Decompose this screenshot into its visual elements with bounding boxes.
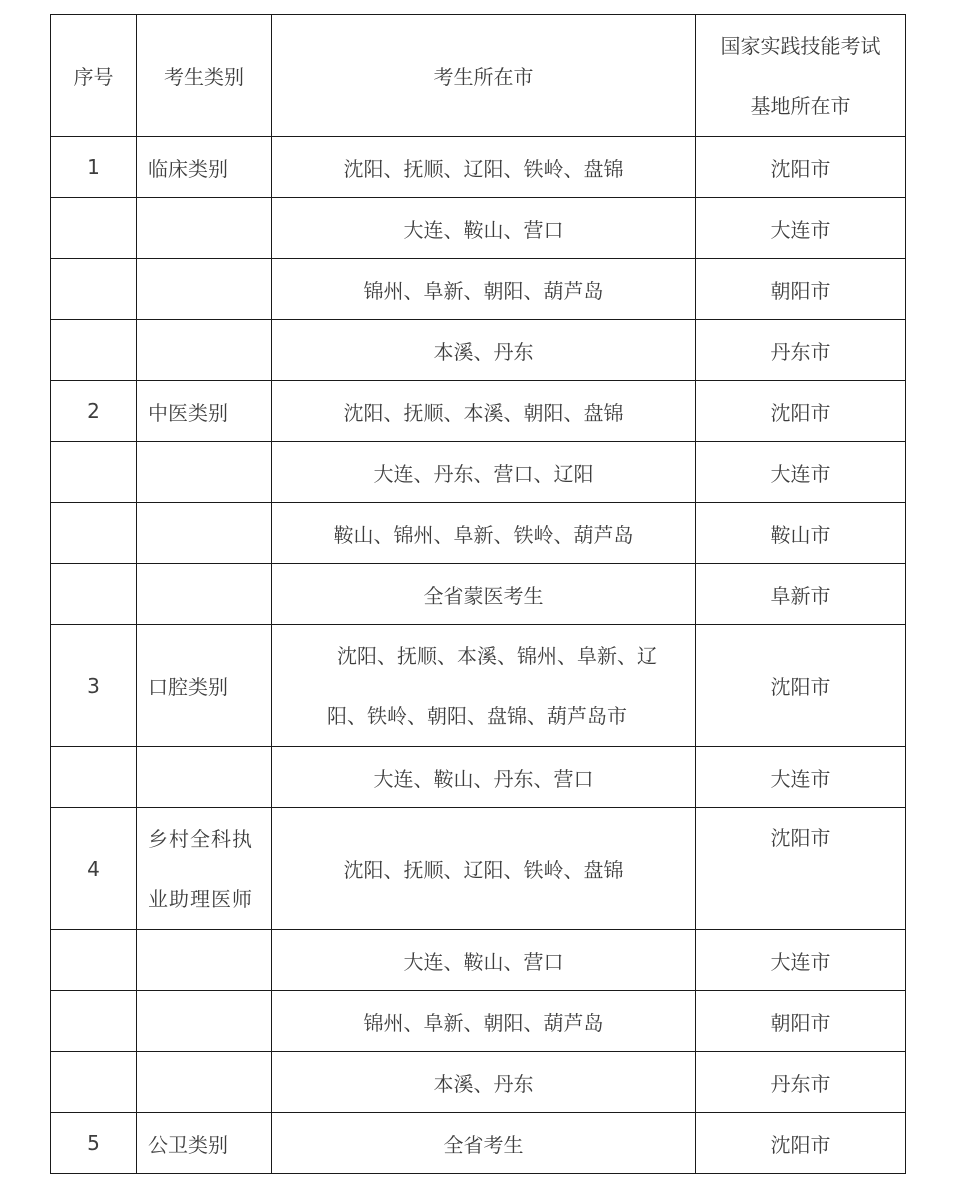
header-base-line2: 基地所在市: [750, 93, 851, 118]
row-category: 公卫类别: [137, 1113, 272, 1174]
row-cities: 沈阳、抚顺、辽阳、铁岭、盘锦: [272, 808, 696, 930]
row-cities: 全省考生: [272, 1113, 696, 1174]
row-base: 丹东市: [696, 1052, 906, 1113]
table-row: [51, 747, 906, 808]
header-base: [696, 15, 906, 137]
row-category: [137, 1052, 272, 1113]
row-cities: 沈阳、抚顺、本溪、朝阳、盘锦: [272, 381, 696, 442]
row-base: 沈阳市: [696, 808, 906, 930]
row-no: [51, 930, 137, 991]
row-no: [51, 1052, 137, 1113]
row-base: 沈阳市: [696, 625, 906, 747]
row-category: 临床类别: [137, 137, 272, 198]
row-no: [51, 442, 137, 503]
table-header-row: [51, 15, 906, 137]
row-cities: 全省蒙医考生: [272, 564, 696, 625]
row-no: [51, 503, 137, 564]
row-cities: 大连、鞍山、营口: [272, 198, 696, 259]
row-category: [137, 198, 272, 259]
row-category: 中医类别: [137, 381, 272, 442]
row-base: 沈阳市: [696, 381, 906, 442]
row-no: [51, 991, 137, 1052]
table-row: [51, 442, 906, 503]
table-row: [51, 137, 906, 198]
row-no: 1: [51, 137, 137, 198]
row-cities: 沈阳、抚顺、辽阳、铁岭、盘锦: [272, 137, 696, 198]
table-row: [51, 625, 906, 747]
table-row: [51, 320, 906, 381]
row-cities: 锦州、阜新、朝阳、葫芦岛: [272, 259, 696, 320]
row-base: 朝阳市: [696, 991, 906, 1052]
row-no: [51, 259, 137, 320]
row-base: 鞍山市: [696, 503, 906, 564]
row-cities: 锦州、阜新、朝阳、葫芦岛: [272, 991, 696, 1052]
table-row: [51, 1113, 906, 1174]
table-row: [51, 259, 906, 320]
header-city: 考生所在市: [272, 15, 696, 137]
row-base: 大连市: [696, 198, 906, 259]
row-cities: 沈阳、抚顺、本溪、锦州、阜新、辽阳、铁岭、朝阳、盘锦、葫芦岛市: [272, 625, 696, 747]
row-category: [137, 442, 272, 503]
row-category: [137, 991, 272, 1052]
table-row: [51, 381, 906, 442]
row-no: [51, 564, 137, 625]
row-no: [51, 198, 137, 259]
table-row: [51, 564, 906, 625]
row-no: 2: [51, 381, 137, 442]
exam-base-table: [50, 14, 906, 1174]
row-category: [137, 320, 272, 381]
table-row: [51, 991, 906, 1052]
table-row: [51, 198, 906, 259]
row-base: 大连市: [696, 930, 906, 991]
row-category: [137, 930, 272, 991]
row-cities: 鞍山、锦州、阜新、铁岭、葫芦岛: [272, 503, 696, 564]
row-base: 丹东市: [696, 320, 906, 381]
row-cities: 大连、鞍山、营口: [272, 930, 696, 991]
row-category: [137, 259, 272, 320]
header-no: 序号: [51, 15, 137, 137]
row-no: 4: [51, 808, 137, 930]
row-base: 沈阳市: [696, 1113, 906, 1174]
row-cities: 本溪、丹东: [272, 1052, 696, 1113]
row-base: 沈阳市: [696, 137, 906, 198]
row-category: [137, 747, 272, 808]
row-category: 乡村全科执业助理医师: [137, 808, 272, 930]
row-base: 大连市: [696, 747, 906, 808]
row-category: [137, 564, 272, 625]
row-base: 朝阳市: [696, 259, 906, 320]
row-base: 阜新市: [696, 564, 906, 625]
row-no: [51, 320, 137, 381]
row-no: [51, 747, 137, 808]
header-category: 考生类别: [137, 15, 272, 137]
table-row: [51, 930, 906, 991]
row-cities: 大连、鞍山、丹东、营口: [272, 747, 696, 808]
table-row: [51, 808, 906, 930]
row-no: 5: [51, 1113, 137, 1174]
row-category: [137, 503, 272, 564]
row-category: 口腔类别: [137, 625, 272, 747]
row-cities: 本溪、丹东: [272, 320, 696, 381]
header-base-line1: 国家实践技能考试: [720, 33, 881, 58]
row-base: 大连市: [696, 442, 906, 503]
table-row: [51, 503, 906, 564]
row-cities: 大连、丹东、营口、辽阳: [272, 442, 696, 503]
row-no: 3: [51, 625, 137, 747]
table-row: [51, 1052, 906, 1113]
